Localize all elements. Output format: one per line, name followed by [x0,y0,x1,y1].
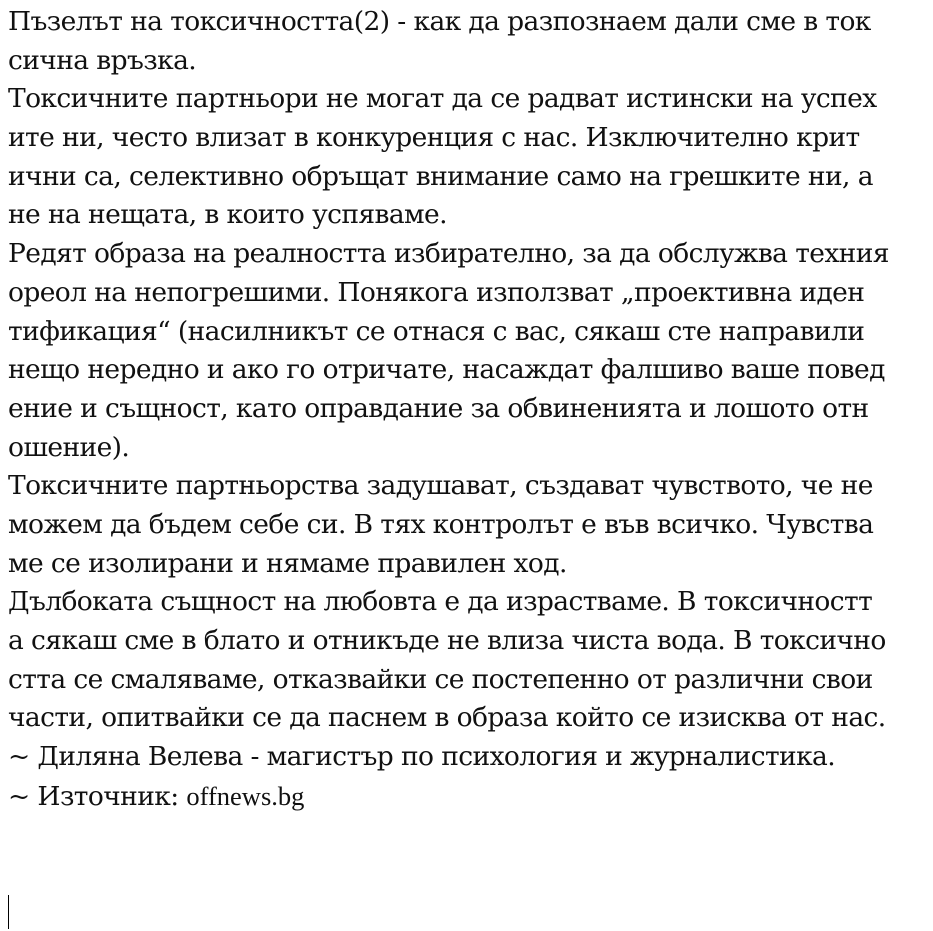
text-line: а сякаш сме в блато и отникъде не влиза чиста вода. В токсично [8,625,886,656]
text-line: ошение). [8,431,130,463]
text-line: ични са, селективно обръщат внимание само на грешките ни, а [8,160,873,192]
text-line: не на нещата, в които успяваме. [8,199,447,231]
text-line: Редят образа на реалността избирателно, за да обслужва техния [8,238,889,270]
text-line: части, опитвайки се да паснем в образа който се изисква от нас. [8,702,886,734]
text-line: ореол на непогрешими. Понякога използват „проективна иден [8,276,865,308]
text-cursor [8,895,9,929]
text-line: нещо нередно и ако го отричате, насаждат фалшиво ваше повед [8,354,885,386]
text-line: Токсичните партньори не могат да се радват истински на успех [8,83,877,115]
source-line [8,777,933,816]
text-line: ме се изолирани и нямаме правилен ход. [8,547,567,579]
text-line: ите ни, често влизат в конкуренция с нас. Изключително крит [8,122,860,154]
text-line: Дълбоката същност на любовта е да израстваме. В токсичностт [8,586,873,618]
text-line: Пъзелът на токсичността(2) - как да разпознаем дали сме в ток [8,6,871,37]
source-link[interactable]: offnews.bg [186,780,305,811]
text-line: сична връзка. [8,44,197,76]
text-line: тификация“ (насилникът се отнася с вас, сякаш сте направили [8,315,865,347]
document-body[interactable] [8,3,933,815]
author-line: ~ Диляна Велева - магистър по психология и журналистика. [8,741,836,773]
text-line: Токсичните партньорства задушават, създават чувството, че не [8,470,873,502]
text-line: ение и същност, като оправдание за обвиненията и лошото отн [8,392,869,424]
text-line: можем да бъдем себе си. В тях контролът е във всичко. Чувства [8,508,874,540]
source-label: ~ Източник: [8,780,187,812]
text-line: стта се смаляваме, отказвайки се постепенно от различни свои [8,663,873,695]
